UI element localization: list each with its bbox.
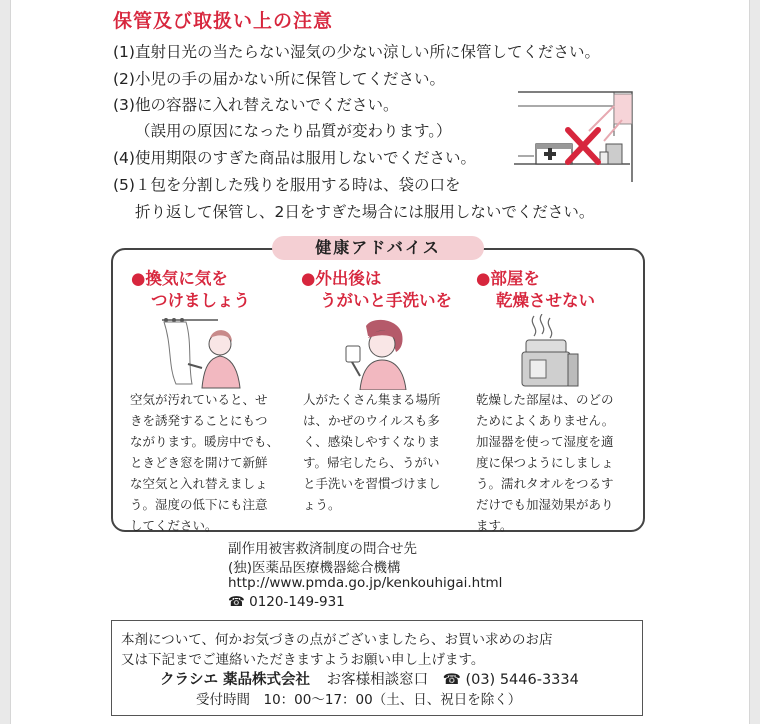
advice-1-title-line1: ●換気に気を xyxy=(131,269,228,288)
contact-hours: 受付時間 10：00〜17：00（土、日、祝日を除く） xyxy=(196,692,522,708)
pmda-phone xyxy=(228,594,345,610)
precaution-2: (2)小児の手の届かない所に保管してください。 xyxy=(113,70,445,88)
precaution-1: (1)直射日光の当たらない湿気の少ない涼しい所に保管してください。 xyxy=(113,43,600,61)
precaution-4: (4)使用期限のすぎた商品は服用しないでください。 xyxy=(113,149,476,167)
window-woman-icon xyxy=(158,316,244,390)
phone-icon: ☎ xyxy=(228,594,245,610)
advice-1-title-line2: つけましょう xyxy=(151,291,250,310)
precaution-3-note: （誤用の原因になったり品質が変わります。） xyxy=(135,122,452,140)
customer-desk: お客様相談窓口 xyxy=(326,672,429,688)
page-frame-left xyxy=(0,0,11,724)
advice-2-title-line2: うがいと手洗いを xyxy=(320,291,452,310)
contact-phone-number: (03) 5446-3334 xyxy=(465,672,579,688)
advice-3-title-line1: ●部屋を xyxy=(476,269,540,288)
health-advice-header: 健康アドバイス xyxy=(272,236,484,260)
advice-3-body: 乾燥した部屋は、のどの ためによくありません。 加湿器を使って湿度を適 度に保つようにしましょ う。濡れタオルをつるす だけでも加湿効果があり ます。 xyxy=(476,392,615,533)
precaution-5: (5)１包を分割した残りを服用する時は、袋の口を xyxy=(113,176,461,194)
page-title: 保管及び取扱い上の注意 xyxy=(113,10,334,32)
pmda-line1: 副作用被害救済制度の問合せ先 xyxy=(228,541,417,557)
advice-2-title-line1: ●外出後は xyxy=(301,269,382,288)
page-frame-right xyxy=(749,0,760,724)
gargling-woman-icon xyxy=(338,316,418,390)
advice-3-title-line2: 乾燥させない xyxy=(496,291,595,310)
pmda-url[interactable]: http://www.pmda.go.jp/kenkouhigai.html xyxy=(228,575,503,591)
storage-box-icon xyxy=(514,86,648,186)
pmda-line2: (独)医薬品医療機器総合機構 xyxy=(228,560,401,576)
contact-line1: 本剤について、何かお気づきの点がございましたら、お買い求めのお店 xyxy=(121,632,553,648)
contact-line2: 又は下記までご連絡いただきますようお願い申し上げます。 xyxy=(121,652,485,668)
contact-company-row xyxy=(160,668,579,689)
precaution-3: (3)他の容器に入れ替えないでください。 xyxy=(113,96,399,114)
advice-2-body: 人がたくさん集まる場所 は、かぜのウイルスも多 く、感染しやすくなりま す。帰宅したら、うがい と手洗いを習慣づけまし ょう。 xyxy=(303,392,441,512)
pmda-phone-number: 0120-149-931 xyxy=(249,594,345,610)
company-name: クラシエ 薬品株式会社 xyxy=(160,672,311,688)
phone-icon: ☎ xyxy=(442,672,461,688)
humidifier-icon xyxy=(512,314,582,390)
precaution-5-cont: 折り返して保管し、2日をすぎた場合には服用しないでください。 xyxy=(135,203,595,221)
advice-1-body: 空気が汚れていると、せ きを誘発することにもつ ながります。暖房中でも、 ときどき窓を開けて新鮮 な空気と入れ替えましょ う。湿度の低下にも注意 してください。 xyxy=(130,392,280,533)
